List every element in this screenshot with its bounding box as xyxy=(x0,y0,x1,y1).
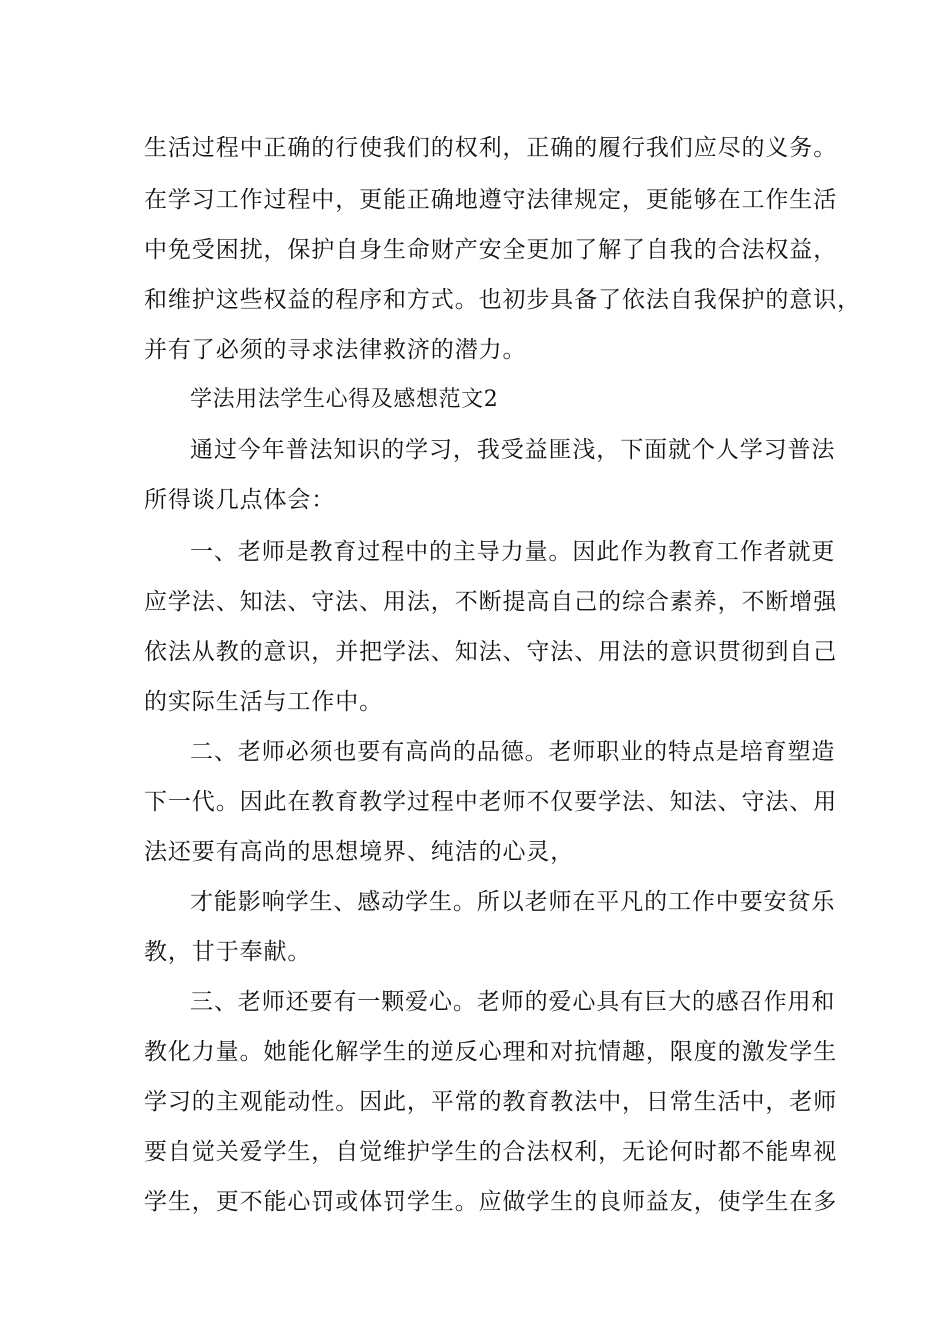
text-line: 中免受困扰，保护自身生命财产安全更加了解了自我的合法权益， xyxy=(144,237,838,263)
text-line: 的实际生活与工作中。 xyxy=(144,689,383,715)
text-line: 下一代。因此在教育教学过程中老师不仅要学法、知法、守法、用 xyxy=(144,789,838,815)
text-line: 应学法、知法、守法、用法，不断提高自己的综合素养，不断增强 xyxy=(144,589,838,615)
text-line: 在学习工作过程中，更能正确地遵守法律规定，更能够在工作生活 xyxy=(144,187,838,213)
text-line: 生活过程中正确的行使我们的权利，正确的履行我们应尽的义务。 xyxy=(144,135,838,161)
paragraph-start-line: 二、老师必须也要有高尚的品德。老师职业的特点是培育塑造 xyxy=(190,739,836,765)
text-line: 所得谈几点体会： xyxy=(144,487,336,513)
text-line: 法还要有高尚的思想境界、纯洁的心灵， xyxy=(144,839,575,865)
paragraph-start-line: 才能影响学生、感动学生。所以老师在平凡的工作中要安贫乐 xyxy=(190,889,836,915)
text-line: 教化力量。她能化解学生的逆反心理和对抗情趣，限度的激发学生 xyxy=(144,1039,838,1065)
paragraph-start-line: 通过今年普法知识的学习，我受益匪浅，下面就个人学习普法 xyxy=(190,437,836,463)
text-line: 教，甘于奉献。 xyxy=(144,939,312,965)
text-line: 学生，更不能心罚或体罚学生。应做学生的良师益友，使学生在多 xyxy=(144,1189,838,1215)
section-heading: 学法用法学生心得及感想范文2 xyxy=(190,387,499,412)
text-line: 并有了必须的寻求法律救济的潜力。 xyxy=(144,337,527,363)
text-line: 学习的主观能动性。因此，平常的教育教法中，日常生活中，老师 xyxy=(144,1089,838,1115)
text-line: 要自觉关爱学生，自觉维护学生的合法权利，无论何时都不能卑视 xyxy=(144,1139,838,1165)
text-line: 依法从教的意识，并把学法、知法、守法、用法的意识贯彻到自己 xyxy=(144,639,838,665)
paragraph-start-line: 一、老师是教育过程中的主导力量。因此作为教育工作者就更 xyxy=(190,539,836,565)
paragraph-start-line: 三、老师还要有一颗爱心。老师的爱心具有巨大的感召作用和 xyxy=(190,989,836,1015)
text-line: 和维护这些权益的程序和方式。也初步具备了依法自我保护的意识， xyxy=(144,287,861,313)
